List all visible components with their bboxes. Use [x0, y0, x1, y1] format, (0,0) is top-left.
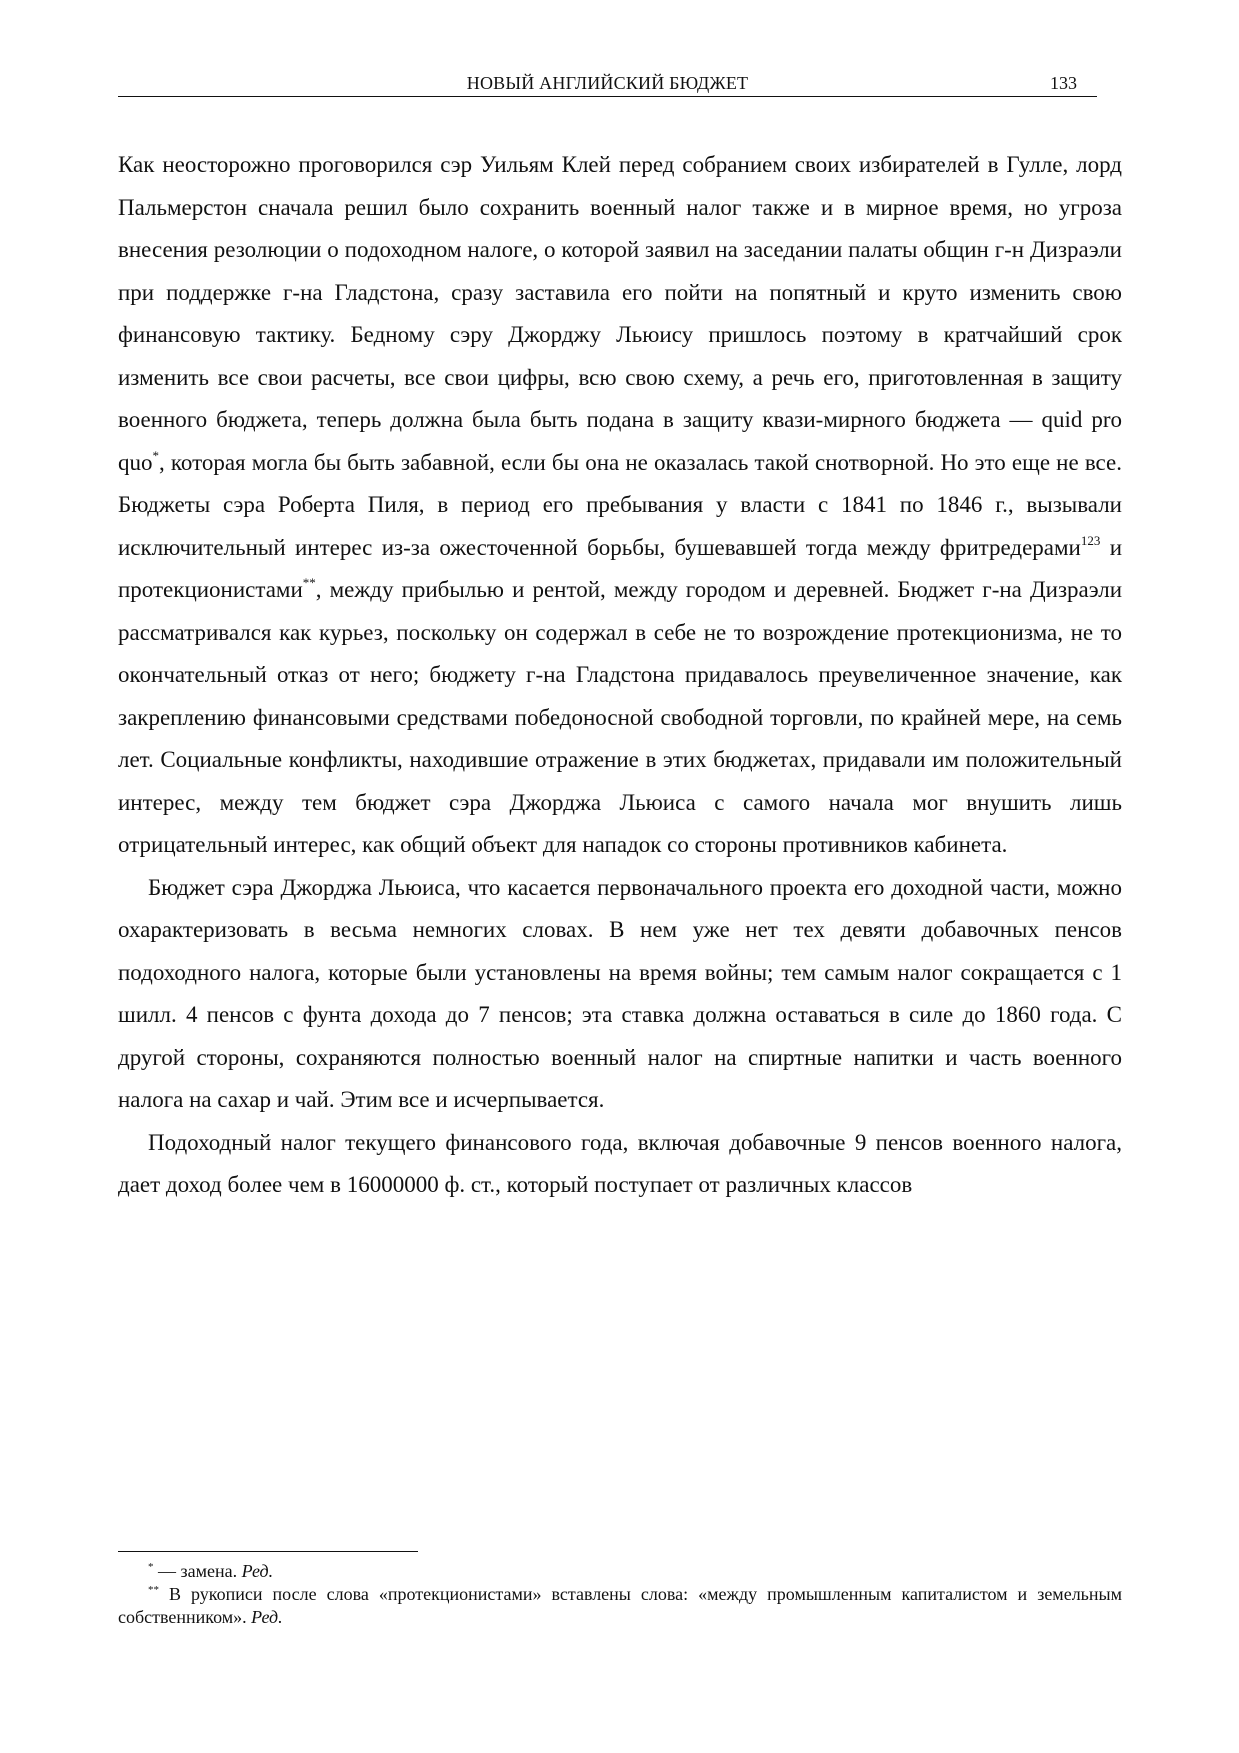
- footnote-2-mark: **: [148, 1584, 159, 1596]
- footnote-1-editor: Ред.: [241, 1561, 274, 1581]
- page-number: 133: [1050, 73, 1077, 93]
- paragraph-1-part-1: Как неосторожно проговорился сэр Уильям Клей перед собранием своих избирателей в Гулле, лорд Пальмерстон сначала решил было сохранить военный налог также и в мирное время, но угроза внесения резолюции о подоходном налоге, о которой заявил на заседании палаты общин г-н Дизраэли при поддержке г-на Гладстона, сразу заставила его пойти на попятный и круто изменить свою финансовую тактику. Бедному сэру Джорджу Льюису пришлось поэтому в кратчайший срок изменить все свои расчеты, все свои цифры, всю свою схему, а речь его, приготовленная в защиту военного бюджета, теперь должна была быть подана в защиту квази-мирного бюджета — quid pro quo: [118, 152, 1122, 475]
- footnote-2: [118, 1583, 1122, 1629]
- footnote-1: [118, 1560, 1122, 1583]
- footnote-ref-1: *: [152, 447, 159, 463]
- paragraph-2: Бюджет сэра Джорджа Льюиса, что касается первоначального проекта его доходной части, можно охарактеризовать в весьма немногих словах. В нем уже нет тех девяти добавочных пенсов подоходного налога, которые были установлены на время войны; тем самым налог сокращается с 1 шилл. 4 пенсов с фунта дохода до 7 пенсов; эта ставка должна оставаться в силе до 1860 года. С другой стороны, сохраняются полностью военный налог на спиртные напитки и часть военного налога на сахар и чай. Этим все и исчерпывается.: [118, 874, 1122, 1112]
- footnote-2-text: В рукописи после слова «протекционистами» вставлены слова: «между промышленным капиталистом и земельным собственником».: [118, 1584, 1122, 1627]
- footnote-ref-2: **: [302, 575, 316, 590]
- paragraph-1-part-4: , между прибылью и рентой, между городом и деревней. Бюджет г-на Дизраэли рассматривался как курьез, поскольку он содержал в себе не то возрождение протекционизма, не то окончательный отказ от него; бюджету г-на Гладстона придавалось преувеличенное значение, как закреплению финансовыми средствами победоносной свободной торговли, по крайней мере, на семь лет. Социальные конфликты, находившие отражение в этих бюджетах, придавали им положительный интерес, между тем бюджет сэра Джорджа Льюиса с самого начала мог внушить лишь отрицательный интерес, как общий объект для нападок со стороны противников кабинета.: [118, 577, 1122, 857]
- footnotes: [118, 1560, 1122, 1629]
- footnote-divider: [118, 1551, 418, 1552]
- paragraph-1: [118, 144, 1122, 867]
- endnote-ref-123: 123: [1080, 532, 1101, 548]
- running-title: НОВЫЙ АНГЛИЙСКИЙ БЮДЖЕТ: [466, 73, 749, 93]
- paragraph-1-part-3: и протекционистами: [118, 534, 1123, 602]
- footnote-1-mark: *: [148, 1561, 154, 1573]
- paragraph-1-part-2: , которая могла бы быть забавной, если бы она не оказалась такой снотворной. Но это еще не все. Бюджеты сэра Роберта Пиля, в период его пребывания у власти с 1841 по 1846 г., вызывали исключительный интерес из-за ожесточенной борьбы, бушевавшей тогда между фритредерами: [118, 449, 1122, 560]
- main-text: [118, 144, 1122, 1207]
- running-header: [118, 72, 1097, 97]
- paragraph-3: Подоходный налог текущего финансового года, включая добавочные 9 пенсов военного налога, дает доход более чем в 16000000 ф. ст., который поступает от различных классов: [118, 1129, 1122, 1197]
- footnote-2-editor: Ред.: [251, 1607, 283, 1627]
- footnote-1-text: — замена.: [153, 1561, 242, 1581]
